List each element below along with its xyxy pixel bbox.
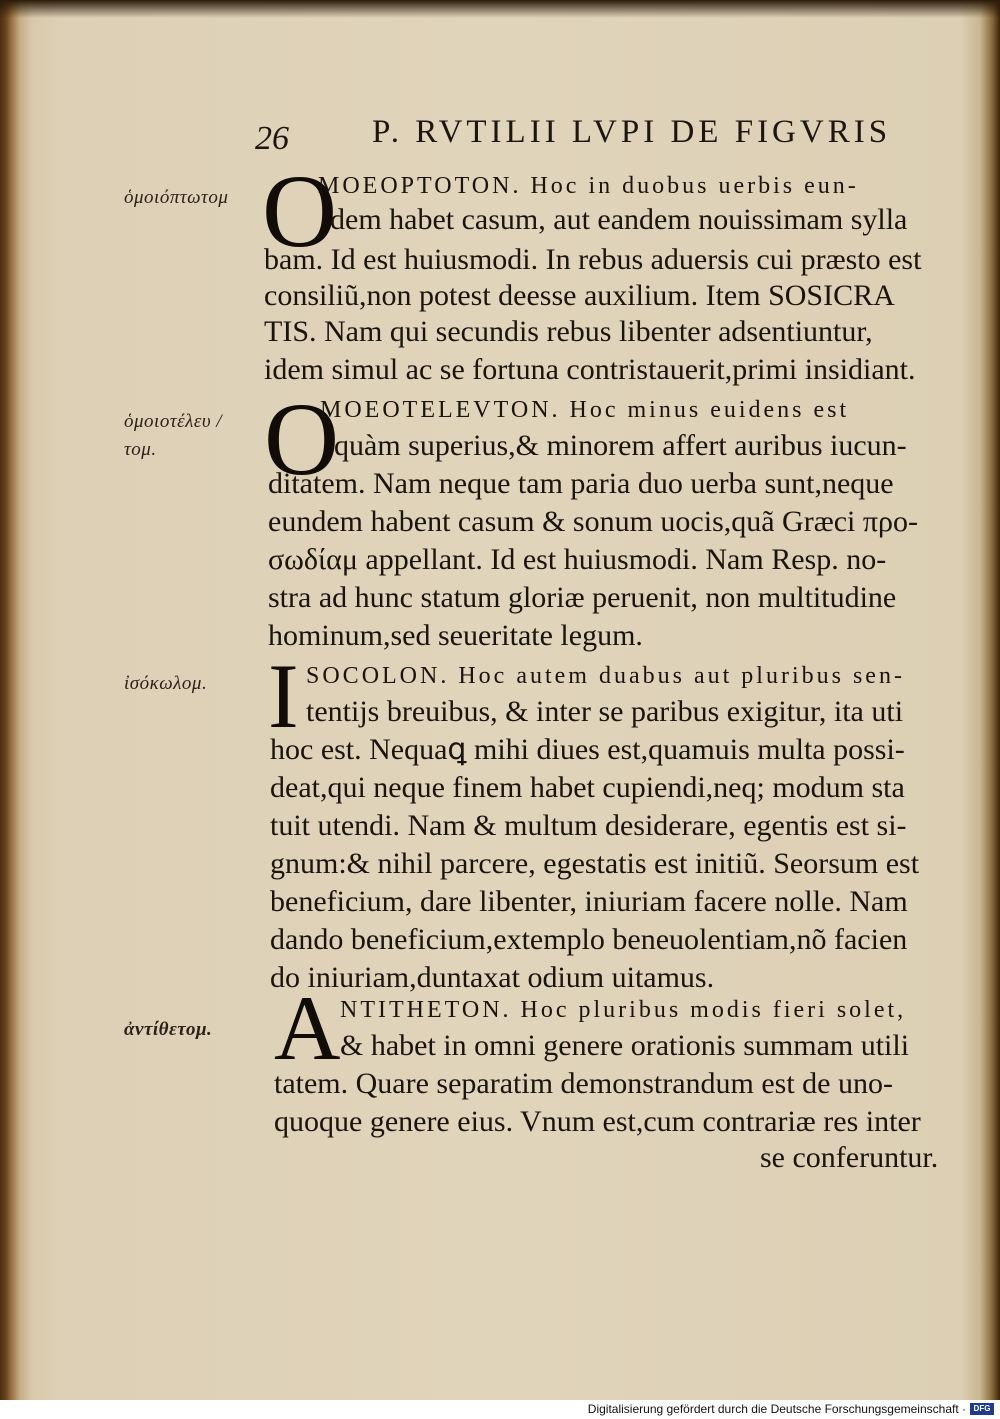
text-line: σωδίαμ appellant. Id est huiusmodi. Nam Resp. no-: [268, 543, 887, 576]
text-line: se conferuntur.: [760, 1141, 939, 1174]
drop-initial: O: [262, 154, 338, 269]
margin-note: ὁμοιόπτωτομ: [124, 187, 229, 208]
text-line: beneficium, dare libenter, iniuriam facere nolle. Nam: [270, 885, 908, 918]
margin-note-line-1: ὁμοιοτέλευ /: [124, 411, 223, 432]
margin-note: ἀντίθετομ.: [124, 1019, 213, 1040]
text-line: gnum:& nihil parcere, egestatis est initiũ. Seorsum est: [270, 847, 920, 880]
drop-initial: O: [264, 382, 340, 497]
running-head: P. RVTILII LVPI DE FIGVRIS: [372, 114, 892, 150]
drop-initial: I: [268, 645, 299, 747]
text-line: bam. Id est huiusmodi. In rebus aduersis cui præsto est: [264, 243, 922, 276]
text-line: quoque genere eius. Vnum est,cum contrariæ res inter: [274, 1105, 921, 1138]
dfg-logo-icon: DFG: [970, 1403, 994, 1415]
text-line: deat,qui neque finem habet cupiendi,neq; modum sta: [270, 771, 905, 804]
text-line: idem simul ac se fortuna contristauerit,primi insidiant.: [264, 353, 916, 386]
text-line: SOCOLON. Hoc autem duabus aut pluribus sen-: [306, 663, 905, 689]
text-line: dando beneficium,extemplo beneuolentiam,nõ facien: [270, 923, 908, 956]
text-line: tatem. Quare separatim demonstrandum est de uno-: [274, 1067, 893, 1100]
text-line: & habet in omni genere orationis summam utili: [340, 1029, 910, 1062]
text-line: TIS. Nam qui secundis rebus libenter adsentiuntur,: [264, 315, 873, 348]
text-line: hominum,sed seueritate legum.: [268, 619, 643, 652]
text-line: consiliũ,non potest deesse auxilium. Item SOSICRA: [264, 279, 895, 312]
text-line: NTITHETON. Hoc pluribus modis fieri solet,: [340, 997, 907, 1023]
text-line: eundem habent casum & sonum uocis,quã Græci προ-: [268, 505, 918, 538]
footer-text: Digitalisierung gefördert durch die Deutsche Forschungsgemeinschaft ·: [587, 1402, 966, 1416]
text-line: ditatem. Nam neque tam paria duo uerba sunt,neque: [268, 467, 894, 500]
text-line: hoc est. Nequaꝗ mihi diues est,quamuis multa possi-: [270, 733, 905, 766]
text-line: do iniuriam,duntaxat odium uitamus.: [270, 961, 715, 994]
text-line: tentijs breuibus, & inter se paribus exigitur, ita uti: [306, 695, 904, 728]
page-header: [255, 112, 935, 157]
text-line: MOEOPTOTON. Hoc in duobus uerbis eun-: [318, 173, 859, 199]
drop-initial: A: [274, 977, 341, 1079]
margin-note: ἰσόκωλομ.: [124, 673, 208, 694]
digitization-footer: [588, 1402, 994, 1416]
page-number: 26: [255, 120, 289, 157]
text-line: quàm superius,& minorem affert auribus iucun-: [334, 429, 907, 462]
text-line: tuit utendi. Nam & multum desiderare, egentis est si-: [270, 809, 907, 842]
margin-note-line-2: τομ.: [124, 439, 157, 460]
text-line: dem habet casum, aut eandem nouissimam sylla: [330, 203, 908, 236]
text-line: MOEOTELEVTON. Hoc minus euidens est: [320, 397, 850, 423]
text-line: stra ad hunc statum gloriæ peruenit, non multitudine: [268, 581, 897, 614]
